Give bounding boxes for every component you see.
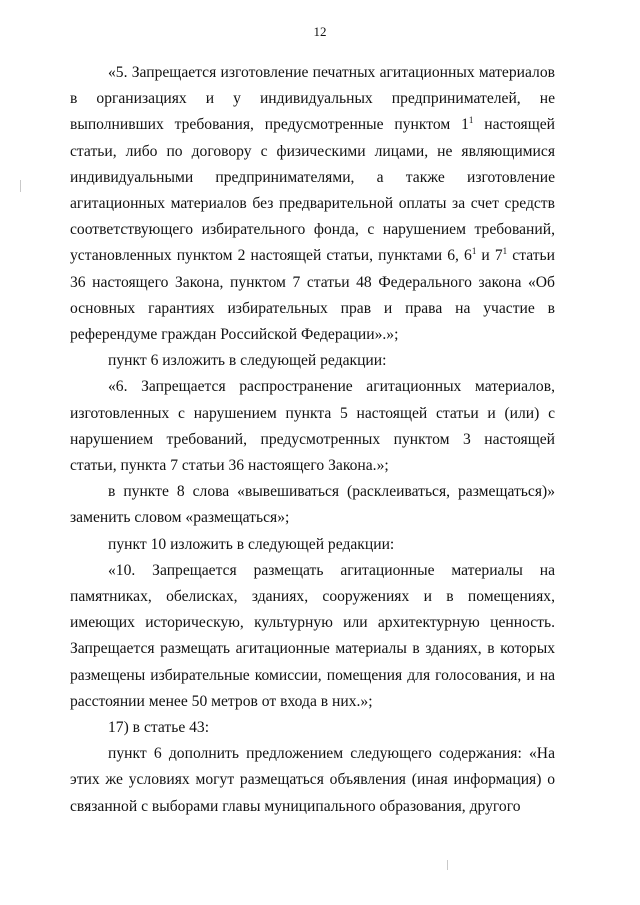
paragraph-article-43: 17) в статье 43: xyxy=(108,719,210,737)
paragraph-instruction-8: в пункте 8 слова «вывешиваться (расклеиваться, размещаться)» заменить словом «размещаться»; xyxy=(70,483,555,527)
superscript-1: 1 xyxy=(502,246,508,257)
scan-edge-mark xyxy=(447,860,448,870)
superscript-1: 1 xyxy=(468,115,474,126)
paragraph-instruction-6: пункт 6 изложить в следующей редакции: xyxy=(108,352,387,370)
document-body xyxy=(70,60,555,820)
paragraph-clause-6: «6. Запрещается распространение агитационных материалов, изготовленных с нарушением пункта 5 настоящей статьи и (или) с нарушением требований, предусмотренных пунктом 3 настоящей статьи, пункта 7 статьи 36 настоящего Закона.»; xyxy=(70,378,555,475)
paragraph-clause-5: «5. Запрещается изготовление печатных агитационных материалов в организациях и у индивидуальных предпринимателей, не выполнивших требования, предусмотренные пунктом $1^1$ настоящей статьи, либо по договору с физическими лицами, не являющимися индивидуальными предпринимателями, а также изготовление агитационных материалов без предварительной оплаты за счет средств соответствующего избирательного фонда, с нарушением требований, установленных пунктом 2 настоящей статьи, пунктами 6, $6^1$ и $7^1$ статьи 36 настоящего Закона, пунктом 7 статьи 48 Федерального закона «Об основных гарантиях избирательных прав и права на участие в референдуме граждан Российской Федерации».»; xyxy=(70,64,555,344)
scan-edge-mark xyxy=(20,180,21,192)
paragraph-instruction-43-6: пункт 6 дополнить предложением следующего содержания: «На этих же условиях могут размещаться объявления (иная информация) о связанной с выборами главы муниципального образования, другого xyxy=(70,745,555,815)
paragraph-instruction-10: пункт 10 изложить в следующей редакции: xyxy=(108,535,395,553)
superscript-1: 1 xyxy=(471,246,477,257)
paragraph-clause-10: «10. Запрещается размещать агитационные материалы на памятниках, обелисках, зданиях, сооружениях и в помещениях, имеющих историческую, культурную или архитектурную ценность. Запрещается размещать агитационные материалы в зданиях, в которых размещены избирательные комиссии, помещения для голосования, и на расстоянии менее 50 метров от входа в них.»; xyxy=(70,561,555,710)
page-number: 12 xyxy=(313,24,327,39)
